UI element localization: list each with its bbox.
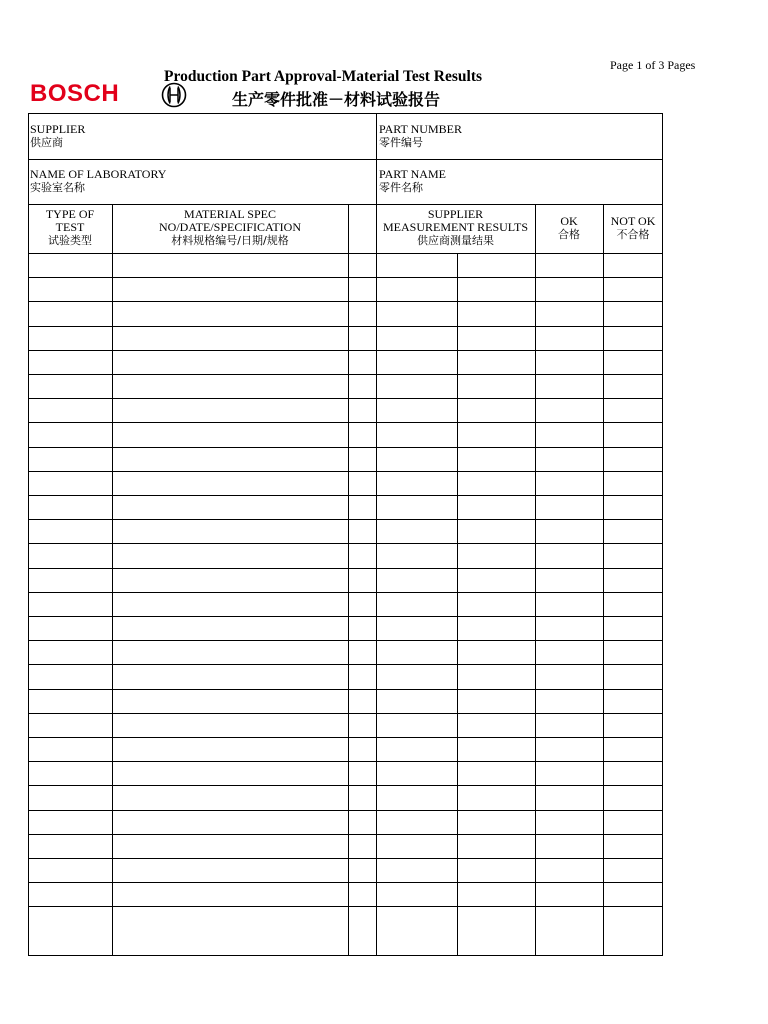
cell-result-1[interactable] [376, 713, 457, 737]
table-row [28, 398, 663, 422]
cell-type-of-test[interactable] [28, 713, 112, 737]
cell-ok[interactable] [535, 519, 603, 543]
cell-material-spec[interactable] [112, 737, 348, 761]
cell-type-of-test[interactable] [28, 906, 112, 930]
cell-result-2[interactable] [457, 858, 535, 882]
table-row [28, 858, 663, 882]
table-row [28, 689, 663, 713]
cell-material-spec[interactable] [112, 689, 348, 713]
cell-result-1[interactable] [376, 858, 457, 882]
cell-material-spec[interactable] [112, 761, 348, 785]
cell-not-ok[interactable] [603, 616, 663, 640]
cell-result-2[interactable] [457, 422, 535, 446]
cell-not-ok[interactable] [603, 253, 663, 277]
table-row [28, 277, 663, 301]
cell-material-spec[interactable] [112, 834, 348, 858]
cell-type-of-test[interactable] [28, 882, 112, 906]
cell-result-2[interactable] [457, 616, 535, 640]
cell-material-spec[interactable] [112, 568, 348, 592]
cell-spec-extra[interactable] [348, 737, 376, 761]
cell-result-1[interactable] [376, 495, 457, 519]
part-name-label-cn: 零件名称 [379, 181, 423, 194]
cell-result-1[interactable] [376, 761, 457, 785]
cell-ok[interactable] [535, 301, 603, 325]
cell-spec-extra[interactable] [348, 495, 376, 519]
cell-result-2[interactable] [457, 568, 535, 592]
header-type-cn: 试验类型 [48, 234, 92, 247]
cell-material-spec[interactable] [112, 422, 348, 446]
cell-not-ok[interactable] [603, 519, 663, 543]
cell-result-1[interactable] [376, 592, 457, 616]
table-row [28, 785, 663, 809]
cell-spec-extra[interactable] [348, 592, 376, 616]
header-not-ok [603, 215, 663, 241]
cell-material-spec[interactable] [112, 810, 348, 834]
cell-ok[interactable] [535, 834, 603, 858]
cell-spec-extra[interactable] [348, 568, 376, 592]
laboratory-field[interactable] [30, 167, 166, 195]
supplier-field[interactable] [30, 122, 85, 150]
header-ok-cn: 合格 [558, 228, 580, 241]
cell-material-spec[interactable] [112, 447, 348, 471]
cell-ok[interactable] [535, 713, 603, 737]
cell-result-2[interactable] [457, 471, 535, 495]
table-row [28, 422, 663, 446]
cell-not-ok[interactable] [603, 301, 663, 325]
cell-ok[interactable] [535, 422, 603, 446]
table-row [28, 568, 663, 592]
cell-material-spec[interactable] [112, 374, 348, 398]
cell-not-ok[interactable] [603, 834, 663, 858]
document-title-cn: 生产零件批准－材料试验报告 [232, 90, 441, 109]
cell-result-2[interactable] [457, 882, 535, 906]
cell-spec-extra[interactable] [348, 374, 376, 398]
cell-ok[interactable] [535, 761, 603, 785]
cell-ok[interactable] [535, 543, 603, 567]
document-title-en: Production Part Approval-Material Test Results [164, 68, 483, 85]
cell-result-1[interactable] [376, 398, 457, 422]
header-type-en2: TEST [55, 220, 85, 234]
cell-result-1[interactable] [376, 785, 457, 809]
cell-material-spec[interactable] [112, 519, 348, 543]
header-results-en1: SUPPLIER [427, 207, 484, 221]
cell-type-of-test[interactable] [28, 592, 112, 616]
cell-material-spec[interactable] [112, 350, 348, 374]
cell-spec-extra[interactable] [348, 761, 376, 785]
cell-spec-extra[interactable] [348, 277, 376, 301]
cell-ok[interactable] [535, 398, 603, 422]
cell-result-1[interactable] [376, 350, 457, 374]
cell-result-1[interactable] [376, 519, 457, 543]
cell-not-ok[interactable] [603, 737, 663, 761]
cell-type-of-test[interactable] [28, 689, 112, 713]
cell-ok[interactable] [535, 495, 603, 519]
supplier-label-cn: 供应商 [30, 136, 63, 149]
cell-type-of-test[interactable] [28, 785, 112, 809]
cell-not-ok[interactable] [603, 785, 663, 809]
header-ok-en: OK [560, 214, 578, 228]
cell-result-2[interactable] [457, 301, 535, 325]
cell-type-of-test[interactable] [28, 519, 112, 543]
cell-not-ok[interactable] [603, 398, 663, 422]
cell-spec-extra[interactable] [348, 543, 376, 567]
table-row [28, 326, 663, 350]
cell-spec-extra[interactable] [348, 471, 376, 495]
cell-result-1[interactable] [376, 422, 457, 446]
cell-material-spec[interactable] [112, 785, 348, 809]
cell-ok[interactable] [535, 906, 603, 930]
cell-result-2[interactable] [457, 689, 535, 713]
cell-material-spec[interactable] [112, 592, 348, 616]
cell-not-ok[interactable] [603, 568, 663, 592]
cell-result-2[interactable] [457, 398, 535, 422]
cell-spec-extra[interactable] [348, 326, 376, 350]
cell-result-1[interactable] [376, 374, 457, 398]
cell-not-ok[interactable] [603, 640, 663, 664]
cell-ok[interactable] [535, 785, 603, 809]
part-number-field[interactable] [379, 122, 462, 150]
cell-ok[interactable] [535, 568, 603, 592]
cell-result-1[interactable] [376, 447, 457, 471]
table-row [28, 640, 663, 664]
cell-ok[interactable] [535, 882, 603, 906]
cell-type-of-test[interactable] [28, 301, 112, 325]
info-bottom-divider [28, 204, 663, 205]
cell-type-of-test[interactable] [28, 374, 112, 398]
cell-spec-extra[interactable] [348, 253, 376, 277]
bosch-logo: BOSCH [30, 80, 120, 107]
cell-type-of-test[interactable] [28, 568, 112, 592]
table-row [28, 301, 663, 325]
table-row [28, 374, 663, 398]
cell-spec-extra[interactable] [348, 906, 376, 930]
cell-type-of-test[interactable] [28, 471, 112, 495]
cell-result-2[interactable] [457, 519, 535, 543]
cell-material-spec[interactable] [112, 495, 348, 519]
cell-result-1[interactable] [376, 277, 457, 301]
cell-result-2[interactable] [457, 447, 535, 471]
table-row [28, 810, 663, 834]
cell-type-of-test[interactable] [28, 326, 112, 350]
cell-result-1[interactable] [376, 471, 457, 495]
cell-material-spec[interactable] [112, 326, 348, 350]
cell-type-of-test[interactable] [28, 834, 112, 858]
header-type-of-test [28, 208, 112, 247]
cell-type-of-test[interactable] [28, 543, 112, 567]
cell-ok[interactable] [535, 277, 603, 301]
cell-spec-extra[interactable] [348, 858, 376, 882]
cell-material-spec[interactable] [112, 640, 348, 664]
cell-not-ok[interactable] [603, 664, 663, 688]
cell-not-ok[interactable] [603, 543, 663, 567]
cell-result-1[interactable] [376, 689, 457, 713]
table-row [28, 471, 663, 495]
cell-not-ok[interactable] [603, 858, 663, 882]
table-row [28, 882, 663, 906]
cell-result-1[interactable] [376, 882, 457, 906]
cell-not-ok[interactable] [603, 447, 663, 471]
part-name-label-en: PART NAME [379, 167, 446, 181]
cell-spec-extra[interactable] [348, 713, 376, 737]
table-row [28, 664, 663, 688]
cell-not-ok[interactable] [603, 810, 663, 834]
header-notok-cn: 不合格 [616, 228, 650, 241]
laboratory-label-cn: 实验室名称 [30, 181, 85, 194]
cell-spec-extra[interactable] [348, 785, 376, 809]
cell-not-ok[interactable] [603, 422, 663, 446]
cell-result-1[interactable] [376, 640, 457, 664]
header-type-en1: TYPE OF [45, 207, 95, 221]
cell-spec-extra[interactable] [348, 882, 376, 906]
cell-ok[interactable] [535, 350, 603, 374]
cell-material-spec[interactable] [112, 858, 348, 882]
cell-result-2[interactable] [457, 495, 535, 519]
cell-result-2[interactable] [457, 277, 535, 301]
cell-spec-extra[interactable] [348, 664, 376, 688]
cell-result-1[interactable] [376, 834, 457, 858]
cell-result-1[interactable] [376, 543, 457, 567]
cell-result-1[interactable] [376, 616, 457, 640]
cell-result-1[interactable] [376, 253, 457, 277]
header-spec-cn: 材料规格编号/日期/规格 [171, 234, 289, 247]
cell-spec-extra[interactable] [348, 519, 376, 543]
cell-not-ok[interactable] [603, 713, 663, 737]
table-row [28, 592, 663, 616]
info-row-divider [28, 159, 663, 160]
cell-not-ok[interactable] [603, 761, 663, 785]
cell-result-2[interactable] [457, 253, 535, 277]
cell-material-spec[interactable] [112, 906, 348, 930]
cell-type-of-test[interactable] [28, 858, 112, 882]
cell-result-1[interactable] [376, 810, 457, 834]
cell-not-ok[interactable] [603, 326, 663, 350]
cell-ok[interactable] [535, 616, 603, 640]
table-row [28, 350, 663, 374]
cell-material-spec[interactable] [112, 882, 348, 906]
header-results-cn: 供应商测量结果 [417, 234, 494, 247]
cell-result-1[interactable] [376, 301, 457, 325]
cell-result-2[interactable] [457, 592, 535, 616]
cell-not-ok[interactable] [603, 689, 663, 713]
cell-ok[interactable] [535, 374, 603, 398]
cell-spec-extra[interactable] [348, 810, 376, 834]
cell-spec-extra[interactable] [348, 834, 376, 858]
cell-material-spec[interactable] [112, 471, 348, 495]
header-spec-en2: NO/DATE/SPECIFICATION [158, 220, 301, 234]
cell-not-ok[interactable] [603, 592, 663, 616]
cell-ok[interactable] [535, 858, 603, 882]
cell-ok[interactable] [535, 640, 603, 664]
cell-material-spec[interactable] [112, 277, 348, 301]
cell-material-spec[interactable] [112, 253, 348, 277]
cell-material-spec[interactable] [112, 301, 348, 325]
cell-result-2[interactable] [457, 810, 535, 834]
cell-type-of-test[interactable] [28, 447, 112, 471]
cell-type-of-test[interactable] [28, 737, 112, 761]
header-ok [535, 215, 603, 241]
table-row [28, 834, 663, 858]
table-row [28, 906, 663, 930]
cell-type-of-test[interactable] [28, 253, 112, 277]
part-name-field[interactable] [379, 167, 446, 195]
table-row [28, 737, 663, 761]
cell-result-2[interactable] [457, 834, 535, 858]
cell-type-of-test[interactable] [28, 664, 112, 688]
cell-result-2[interactable] [457, 737, 535, 761]
cell-not-ok[interactable] [603, 471, 663, 495]
cell-material-spec[interactable] [112, 713, 348, 737]
page-number: Page 1 of 3 Pages [610, 58, 696, 72]
part-number-label-en: PART NUMBER [379, 122, 462, 136]
cell-spec-extra[interactable] [348, 640, 376, 664]
cell-result-2[interactable] [457, 640, 535, 664]
cell-result-2[interactable] [457, 664, 535, 688]
cell-material-spec[interactable] [112, 616, 348, 640]
table-row [28, 761, 663, 785]
cell-spec-extra[interactable] [348, 301, 376, 325]
cell-result-1[interactable] [376, 568, 457, 592]
laboratory-label-en: NAME OF LABORATORY [30, 167, 167, 181]
cell-ok[interactable] [535, 664, 603, 688]
cell-result-2[interactable] [457, 543, 535, 567]
cell-not-ok[interactable] [603, 906, 663, 930]
cell-spec-extra[interactable] [348, 447, 376, 471]
cell-type-of-test[interactable] [28, 616, 112, 640]
cell-not-ok[interactable] [603, 277, 663, 301]
header-notok-en: NOT OK [610, 214, 656, 228]
cell-spec-extra[interactable] [348, 689, 376, 713]
table-row [28, 519, 663, 543]
cell-spec-extra[interactable] [348, 422, 376, 446]
table-row [28, 543, 663, 567]
cell-result-1[interactable] [376, 664, 457, 688]
cell-ok[interactable] [535, 592, 603, 616]
header-results-en2: MEASUREMENT RESULTS [382, 220, 529, 234]
cell-ok[interactable] [535, 253, 603, 277]
cell-result-1[interactable] [376, 326, 457, 350]
supplier-label-en: SUPPLIER [30, 122, 86, 136]
cell-ok[interactable] [535, 689, 603, 713]
cell-material-spec[interactable] [112, 398, 348, 422]
table-row [28, 447, 663, 471]
header-spec-en1: MATERIAL SPEC [184, 207, 276, 221]
cell-type-of-test[interactable] [28, 640, 112, 664]
cell-result-2[interactable] [457, 785, 535, 809]
cell-ok[interactable] [535, 737, 603, 761]
cell-result-2[interactable] [457, 713, 535, 737]
cell-not-ok[interactable] [603, 350, 663, 374]
cell-result-2[interactable] [457, 761, 535, 785]
cell-result-2[interactable] [457, 326, 535, 350]
cell-spec-extra[interactable] [348, 398, 376, 422]
table-row [28, 253, 663, 277]
cell-type-of-test[interactable] [28, 350, 112, 374]
cell-spec-extra[interactable] [348, 350, 376, 374]
header-material-spec [112, 208, 348, 247]
cell-result-1[interactable] [376, 737, 457, 761]
cell-type-of-test[interactable] [28, 277, 112, 301]
cell-result-1[interactable] [376, 906, 457, 930]
cell-result-2[interactable] [457, 350, 535, 374]
cell-type-of-test[interactable] [28, 495, 112, 519]
cell-ok[interactable] [535, 326, 603, 350]
cell-type-of-test[interactable] [28, 761, 112, 785]
cell-spec-extra[interactable] [348, 616, 376, 640]
cell-result-2[interactable] [457, 374, 535, 398]
cell-type-of-test[interactable] [28, 810, 112, 834]
table-row [28, 495, 663, 519]
cell-material-spec[interactable] [112, 543, 348, 567]
cell-ok[interactable] [535, 810, 603, 834]
cell-not-ok[interactable] [603, 374, 663, 398]
cell-ok[interactable] [535, 471, 603, 495]
table-row [28, 713, 663, 737]
cell-type-of-test[interactable] [28, 398, 112, 422]
cell-ok[interactable] [535, 447, 603, 471]
header-supplier-results [376, 208, 535, 247]
cell-not-ok[interactable] [603, 882, 663, 906]
cell-type-of-test[interactable] [28, 422, 112, 446]
cell-result-2[interactable] [457, 906, 535, 930]
cell-not-ok[interactable] [603, 495, 663, 519]
cell-material-spec[interactable] [112, 664, 348, 688]
table-row [28, 616, 663, 640]
part-number-label-cn: 零件编号 [379, 136, 423, 149]
